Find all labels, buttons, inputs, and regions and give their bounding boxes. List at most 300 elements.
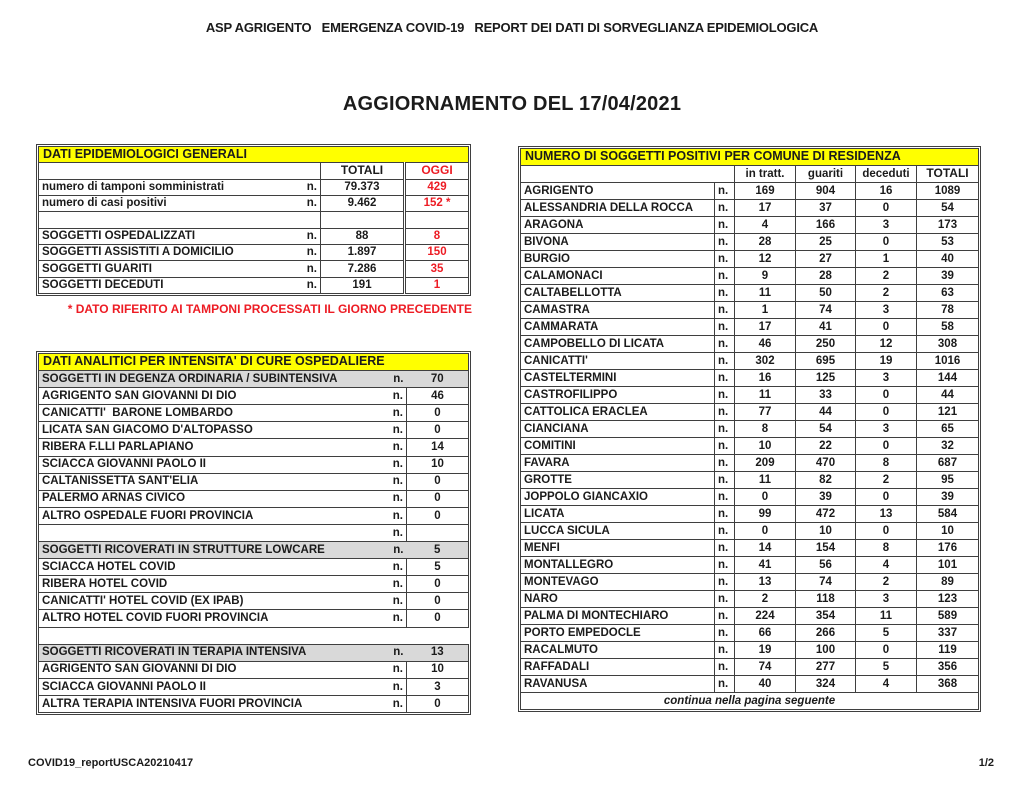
deceduti-cell: 0 <box>856 387 917 404</box>
comune-row <box>521 319 979 336</box>
n-cell: n. <box>715 608 735 625</box>
table-title: DATI EPIDEMIOLOGICI GENERALI <box>39 147 469 163</box>
guariti-cell: 28 <box>796 268 856 285</box>
guariti-cell: 904 <box>796 183 856 200</box>
hospital-table-wrap <box>36 351 471 715</box>
guariti-cell: 277 <box>796 659 856 676</box>
guariti-cell: 125 <box>796 370 856 387</box>
n-cell: n. <box>715 659 735 676</box>
in-tratt-cell: 40 <box>735 676 796 693</box>
comune-cell: CIANCIANA <box>521 421 715 438</box>
comune-row <box>521 353 979 370</box>
in-tratt-cell: 224 <box>735 608 796 625</box>
comune-cell: GROTTE <box>521 472 715 489</box>
guariti-cell: 54 <box>796 421 856 438</box>
n-cell: n. <box>385 422 407 439</box>
label-cell: ALTRO HOTEL COVID FUORI PROVINCIA <box>39 610 385 627</box>
data-row <box>39 678 469 695</box>
comune-row <box>521 642 979 659</box>
guariti-cell: 166 <box>796 217 856 234</box>
in-tratt-cell: 14 <box>735 540 796 557</box>
oggi-cell: 8 <box>405 228 469 244</box>
comune-row <box>521 183 979 200</box>
n-cell: n. <box>715 591 735 608</box>
in-tratt-cell: 77 <box>735 404 796 421</box>
guariti-cell: 33 <box>796 387 856 404</box>
in-tratt-cell: 41 <box>735 557 796 574</box>
table-title-row <box>521 149 979 166</box>
label-cell: PALERMO ARNAS CIVICO <box>39 490 385 507</box>
data-row <box>39 195 469 211</box>
n-cell: n. <box>715 472 735 489</box>
in-tratt-cell: 99 <box>735 506 796 523</box>
value-cell: 13 <box>407 644 469 661</box>
guariti-cell: 354 <box>796 608 856 625</box>
totali-cell: 95 <box>917 472 979 489</box>
in-tratt-cell: 28 <box>735 234 796 251</box>
general-table-wrap <box>36 144 471 296</box>
in-tratt-cell: 169 <box>735 183 796 200</box>
value-cell: 0 <box>407 473 469 490</box>
totali-cell: 584 <box>917 506 979 523</box>
totali-cell: 121 <box>917 404 979 421</box>
guariti-cell: 10 <box>796 523 856 540</box>
in-tratt-cell: 19 <box>735 642 796 659</box>
totali-cell: 39 <box>917 489 979 506</box>
totali-cell: 65 <box>917 421 979 438</box>
totali-cell: 1.897 <box>321 244 405 260</box>
comune-cell: RAFFADALI <box>521 659 715 676</box>
label-cell: AGRIGENTO SAN GIOVANNI DI DIO <box>39 388 385 405</box>
in-tratt-cell: 209 <box>735 455 796 472</box>
n-cell: n. <box>385 593 407 610</box>
comune-row <box>521 421 979 438</box>
deceduti-cell: 5 <box>856 625 917 642</box>
comune-cell: JOPPOLO GIANCAXIO <box>521 489 715 506</box>
totali-cell: 32 <box>917 438 979 455</box>
guariti-cell: 472 <box>796 506 856 523</box>
oggi-header: OGGI <box>405 163 469 179</box>
comune-row <box>521 540 979 557</box>
comune-row <box>521 557 979 574</box>
comune-cell: CALAMONACI <box>521 268 715 285</box>
totali-cell: 337 <box>917 625 979 642</box>
comune-row <box>521 234 979 251</box>
totali-cell: 1089 <box>917 183 979 200</box>
n-cell: n. <box>385 695 407 712</box>
n-cell: n. <box>385 388 407 405</box>
label-cell: SCIACCA GIOVANNI PAOLO II <box>39 456 385 473</box>
in-tratt-cell: 12 <box>735 251 796 268</box>
comune-cell: CALTABELLOTTA <box>521 285 715 302</box>
totali-cell: 101 <box>917 557 979 574</box>
n-cell: n. <box>715 217 735 234</box>
in-tratt-cell: 16 <box>735 370 796 387</box>
comune-cell: CAMMARATA <box>521 319 715 336</box>
deceduti-cell: 2 <box>856 472 917 489</box>
deceduti-cell: 0 <box>856 234 917 251</box>
deceduti-cell: 3 <box>856 370 917 387</box>
label-cell: SOGGETTI GUARITI <box>39 261 289 277</box>
data-row <box>39 559 469 576</box>
data-row <box>39 456 469 473</box>
hospital-table-body <box>39 354 469 713</box>
comune-cell: CASTELTERMINI <box>521 370 715 387</box>
data-row <box>39 422 469 439</box>
label-cell: SOGGETTI RICOVERATI IN STRUTTURE LOWCARE <box>39 542 385 559</box>
comune-cell: RAVANUSA <box>521 676 715 693</box>
in-tratt-cell: 11 <box>735 387 796 404</box>
comune-row <box>521 200 979 217</box>
guariti-cell: 22 <box>796 438 856 455</box>
guariti-cell: 118 <box>796 591 856 608</box>
comune-cell: MONTEVAGO <box>521 574 715 591</box>
n-cell: n. <box>715 336 735 353</box>
continuation-note: continua nella pagina seguente <box>521 693 979 710</box>
col-header: deceduti <box>856 166 917 183</box>
n-cell: n. <box>715 421 735 438</box>
deceduti-cell: 3 <box>856 302 917 319</box>
n-cell: n. <box>715 302 735 319</box>
guariti-cell: 39 <box>796 489 856 506</box>
comune-cell: COMITINI <box>521 438 715 455</box>
guariti-cell: 44 <box>796 404 856 421</box>
page-title: AGGIORNAMENTO DEL 17/04/2021 <box>342 93 682 115</box>
in-tratt-cell: 2 <box>735 591 796 608</box>
totali-cell: 40 <box>917 251 979 268</box>
comune-cell: PORTO EMPEDOCLE <box>521 625 715 642</box>
guariti-cell: 50 <box>796 285 856 302</box>
general-table-body <box>39 147 469 294</box>
label-cell <box>39 212 289 228</box>
guariti-cell: 324 <box>796 676 856 693</box>
totali-cell: 79.373 <box>321 179 405 195</box>
value-cell: 5 <box>407 542 469 559</box>
deceduti-cell: 11 <box>856 608 917 625</box>
n-cell: n. <box>385 473 407 490</box>
totali-cell: 58 <box>917 319 979 336</box>
col-header: TOTALI <box>917 166 979 183</box>
comune-row <box>521 455 979 472</box>
label-cell: SOGGETTI IN DEGENZA ORDINARIA / SUBINTENSIVA <box>39 371 385 388</box>
totali-cell: 368 <box>917 676 979 693</box>
n-cell: n. <box>385 507 407 524</box>
oggi-cell: 150 <box>405 244 469 260</box>
guariti-cell: 25 <box>796 234 856 251</box>
deceduti-cell: 16 <box>856 183 917 200</box>
totali-cell <box>321 212 405 228</box>
n-cell: n. <box>715 200 735 217</box>
n-cell: n. <box>385 610 407 627</box>
comune-row <box>521 302 979 319</box>
general-data-table <box>38 146 469 294</box>
value-cell: 10 <box>407 456 469 473</box>
comuni-positivi-table <box>520 148 979 710</box>
n-cell: n. <box>715 234 735 251</box>
comune-cell: BIVONA <box>521 234 715 251</box>
table-title-row <box>39 147 469 163</box>
guariti-cell: 41 <box>796 319 856 336</box>
totali-cell: 88 <box>321 228 405 244</box>
totali-cell: 54 <box>917 200 979 217</box>
value-cell: 0 <box>407 610 469 627</box>
deceduti-cell: 0 <box>856 523 917 540</box>
deceduti-cell: 3 <box>856 217 917 234</box>
guariti-cell: 470 <box>796 455 856 472</box>
comune-cell: FAVARA <box>521 455 715 472</box>
label-cell: CANICATTI' BARONE LOMBARDO <box>39 405 385 422</box>
n-cell: n. <box>715 251 735 268</box>
comune-row <box>521 268 979 285</box>
label-cell: SOGGETTI OSPEDALIZZATI <box>39 228 289 244</box>
comune-row <box>521 251 979 268</box>
column-header-row <box>39 163 469 179</box>
n-cell: n. <box>385 405 407 422</box>
oggi-cell: 1 <box>405 277 469 293</box>
comune-cell: NARO <box>521 591 715 608</box>
data-row <box>39 661 469 678</box>
comune-row <box>521 625 979 642</box>
n-cell: n. <box>385 456 407 473</box>
guariti-cell: 100 <box>796 642 856 659</box>
deceduti-cell: 4 <box>856 676 917 693</box>
label-cell: RIBERA F.LLI PARLAPIANO <box>39 439 385 456</box>
n-cell: n. <box>715 574 735 591</box>
document-filename: COVID19_reportUSCA20210417 <box>28 757 194 769</box>
comune-cell: CAMPOBELLO DI LICATA <box>521 336 715 353</box>
totali-cell: 44 <box>917 387 979 404</box>
value-cell: 3 <box>407 678 469 695</box>
in-tratt-cell: 1 <box>735 302 796 319</box>
comune-cell: LICATA <box>521 506 715 523</box>
comune-cell: LUCCA SICULA <box>521 523 715 540</box>
totali-cell: 9.462 <box>321 195 405 211</box>
subheader-row <box>39 371 469 388</box>
n-cell: n. <box>715 676 735 693</box>
n-cell: n. <box>715 489 735 506</box>
guariti-cell: 154 <box>796 540 856 557</box>
empty-cell <box>39 627 469 644</box>
n-cell: n. <box>715 353 735 370</box>
data-row <box>39 507 469 524</box>
oggi-cell <box>405 212 469 228</box>
totali-cell: 39 <box>917 268 979 285</box>
comune-row <box>521 285 979 302</box>
comune-row <box>521 676 979 693</box>
deceduti-cell: 3 <box>856 591 917 608</box>
label-cell: CANICATTI' HOTEL COVID (EX IPAB) <box>39 593 385 610</box>
data-row <box>39 695 469 712</box>
deceduti-cell: 12 <box>856 336 917 353</box>
in-tratt-cell: 13 <box>735 574 796 591</box>
totali-cell: 191 <box>321 277 405 293</box>
deceduti-cell: 2 <box>856 285 917 302</box>
data-row <box>39 244 469 260</box>
in-tratt-cell: 9 <box>735 268 796 285</box>
label-cell: AGRIGENTO SAN GIOVANNI DI DIO <box>39 661 385 678</box>
oggi-cell: 429 <box>405 179 469 195</box>
in-tratt-cell: 17 <box>735 319 796 336</box>
comune-row <box>521 438 979 455</box>
label-cell: ALTRA TERAPIA INTENSIVA FUORI PROVINCIA <box>39 695 385 712</box>
n-cell: n. <box>715 523 735 540</box>
deceduti-cell: 0 <box>856 319 917 336</box>
n-cell: n. <box>715 370 735 387</box>
data-row <box>39 593 469 610</box>
n-cell: n. <box>385 371 407 388</box>
n-cell: n. <box>715 455 735 472</box>
data-row <box>39 261 469 277</box>
comune-row <box>521 523 979 540</box>
value-cell <box>407 524 469 541</box>
n-cell: n. <box>385 439 407 456</box>
n-cell: n. <box>385 490 407 507</box>
comune-cell: AGRIGENTO <box>521 183 715 200</box>
totali-cell: 63 <box>917 285 979 302</box>
in-tratt-cell: 17 <box>735 200 796 217</box>
deceduti-cell: 0 <box>856 489 917 506</box>
totali-cell: 589 <box>917 608 979 625</box>
page-number: 1/2 <box>978 757 994 769</box>
n-cell: n. <box>715 438 735 455</box>
value-cell: 46 <box>407 388 469 405</box>
table-title-row <box>39 354 469 371</box>
n-cell: n. <box>385 678 407 695</box>
comune-cell: CATTOLICA ERACLEA <box>521 404 715 421</box>
label-cell: CALTANISSETTA SANT'ELIA <box>39 473 385 490</box>
totali-cell: 308 <box>917 336 979 353</box>
comune-cell: MONTALLEGRO <box>521 557 715 574</box>
data-row <box>39 490 469 507</box>
guariti-cell: 266 <box>796 625 856 642</box>
value-cell: 0 <box>407 405 469 422</box>
label-cell: SCIACCA HOTEL COVID <box>39 559 385 576</box>
data-row <box>39 228 469 244</box>
comune-row <box>521 489 979 506</box>
comune-cell: CAMASTRA <box>521 302 715 319</box>
comune-row <box>521 370 979 387</box>
in-tratt-cell: 66 <box>735 625 796 642</box>
guariti-cell: 27 <box>796 251 856 268</box>
totali-cell: 173 <box>917 217 979 234</box>
col-header: guariti <box>796 166 856 183</box>
value-cell: 70 <box>407 371 469 388</box>
label-cell: RIBERA HOTEL COVID <box>39 576 385 593</box>
in-tratt-cell: 11 <box>735 472 796 489</box>
empty-cell <box>521 166 735 183</box>
data-row <box>39 277 469 293</box>
n-cell: n. <box>289 277 321 293</box>
label-cell: SOGGETTI RICOVERATI IN TERAPIA INTENSIVA <box>39 644 385 661</box>
n-cell: n. <box>385 576 407 593</box>
n-cell: n. <box>715 268 735 285</box>
n-cell: n. <box>715 183 735 200</box>
value-cell: 0 <box>407 507 469 524</box>
n-cell: n. <box>385 661 407 678</box>
guariti-cell: 74 <box>796 574 856 591</box>
deceduti-cell: 2 <box>856 268 917 285</box>
column-header-row <box>521 166 979 183</box>
n-cell: n. <box>289 195 321 211</box>
n-cell: n. <box>385 542 407 559</box>
in-tratt-cell: 10 <box>735 438 796 455</box>
n-cell: n. <box>715 557 735 574</box>
n-cell: n. <box>385 644 407 661</box>
label-cell: ALTRO OSPEDALE FUORI PROVINCIA <box>39 507 385 524</box>
n-cell: n. <box>715 625 735 642</box>
table-title: NUMERO DI SOGGETTI POSITIVI PER COMUNE DI RESIDENZA <box>521 149 979 166</box>
value-cell: 0 <box>407 695 469 712</box>
table-title: DATI ANALITICI PER INTENSITA' DI CURE OSPEDALIERE <box>39 354 469 371</box>
comune-cell: CASTROFILIPPO <box>521 387 715 404</box>
value-cell: 0 <box>407 490 469 507</box>
deceduti-cell: 2 <box>856 574 917 591</box>
comune-row <box>521 472 979 489</box>
deceduti-cell: 5 <box>856 659 917 676</box>
data-row <box>39 405 469 422</box>
deceduti-cell: 0 <box>856 642 917 659</box>
oggi-cell: 35 <box>405 261 469 277</box>
comuni-table-body <box>521 149 979 710</box>
comune-cell: BURGIO <box>521 251 715 268</box>
guariti-cell: 82 <box>796 472 856 489</box>
in-tratt-cell: 74 <box>735 659 796 676</box>
oggi-cell: 152 * <box>405 195 469 211</box>
totali-cell: 144 <box>917 370 979 387</box>
document-header: ASP AGRIGENTO EMERGENZA COVID-19 REPORT DEI DATI DI SORVEGLIANZA EPIDEMIOLOGICA <box>205 20 819 35</box>
totali-cell: 78 <box>917 302 979 319</box>
comune-cell: MENFI <box>521 540 715 557</box>
guariti-cell: 695 <box>796 353 856 370</box>
comuni-table-wrap <box>518 146 981 712</box>
value-cell: 14 <box>407 439 469 456</box>
blank-row <box>39 212 469 228</box>
n-cell: n. <box>385 524 407 541</box>
guariti-cell: 56 <box>796 557 856 574</box>
label-cell: SCIACCA GIOVANNI PAOLO II <box>39 678 385 695</box>
label-cell: SOGGETTI ASSISTITI A DOMICILIO <box>39 244 289 260</box>
comune-row <box>521 387 979 404</box>
data-row <box>39 388 469 405</box>
comune-cell: PALMA DI MONTECHIARO <box>521 608 715 625</box>
n-cell: n. <box>289 261 321 277</box>
label-cell: numero di tamponi somministrati <box>39 179 289 195</box>
deceduti-cell: 13 <box>856 506 917 523</box>
subheader-row <box>39 542 469 559</box>
totali-cell: 53 <box>917 234 979 251</box>
deceduti-cell: 0 <box>856 438 917 455</box>
data-row <box>39 473 469 490</box>
totali-header: TOTALI <box>321 163 405 179</box>
comune-row <box>521 506 979 523</box>
comune-row <box>521 659 979 676</box>
n-cell: n. <box>385 559 407 576</box>
deceduti-cell: 1 <box>856 251 917 268</box>
in-tratt-cell: 0 <box>735 489 796 506</box>
deceduti-cell: 8 <box>856 455 917 472</box>
value-cell: 10 <box>407 661 469 678</box>
deceduti-cell: 8 <box>856 540 917 557</box>
comune-row <box>521 336 979 353</box>
guariti-cell: 250 <box>796 336 856 353</box>
comune-row <box>521 574 979 591</box>
n-cell: n. <box>289 179 321 195</box>
in-tratt-cell: 11 <box>735 285 796 302</box>
data-row <box>39 610 469 627</box>
blank-row <box>39 524 469 541</box>
totali-cell: 687 <box>917 455 979 472</box>
data-row <box>39 439 469 456</box>
